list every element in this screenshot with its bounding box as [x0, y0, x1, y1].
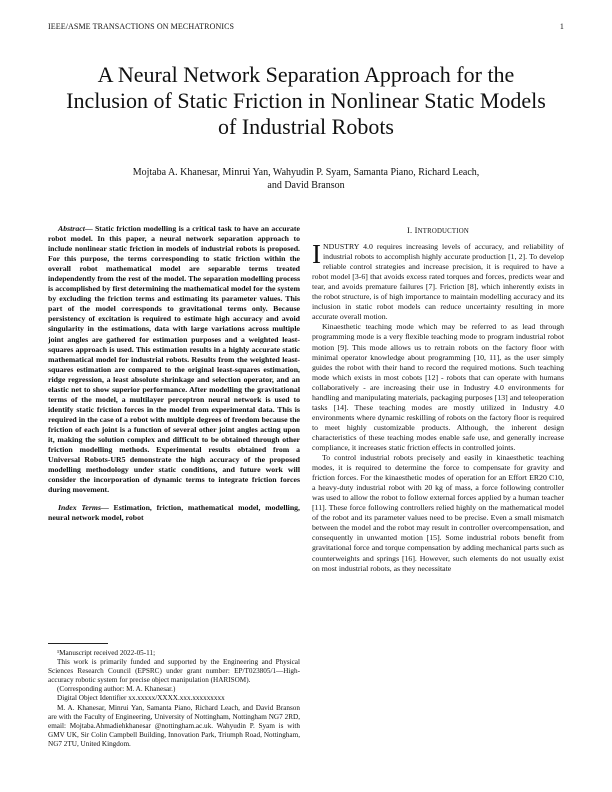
footnote-affiliations: M. A. Khanesar, Minrui Yan, Samanta Piano, Richard Leach, and David Branson are with the Faculty of Engineering, University of Nottingham, Nottingham NG7 2RD, email: Mojtaba.Ahmadiehkhanesar @nottingham.ac.uk. Wahyudin P. Syam is with GMV UK, Sir Colin Campbell Building, Innovation Park, Triumph Road, Nottingham, NG7 2TU, United Kingdom.: [48, 703, 300, 748]
index-terms-text: — Estimation, friction, mathematical model, modelling, neural network model, robot: [48, 503, 300, 523]
intro-paragraph-2: Kinaesthetic teaching mode which may be referred to as lead through programming mode is a very flexible teaching mode to program industrial robot motion [9]. This mode allows us to retrain robots on the factory floor with minimal operator knowledge about programming [10, 11], as the user simply guides the robot with their hand to record the required motions. Such teaching mode which exists in most cobots [12] - robots that can operate with humans collaboratively - are increasing their use in Industry 4.0 environments for handling and manipulating materials, packaging purposes [13] and teleoperation tasks [14]. These teaching modes are mostly utilized in Industry 4.0 environments where dynamic reskilling of robots on the factory floor is required to meet highly customizable products. Although, the inherent design characteristics of these teaching modes enable safe use, and generally increase compliance, it increases static friction effects in controlled joints.: [312, 322, 564, 452]
right-column: [312, 226, 564, 574]
footnote: [48, 649, 300, 749]
page-number: 1: [559, 22, 564, 31]
journal-name: IEEE/ASME TRANSACTIONS ON MECHATRONICS: [48, 22, 235, 31]
abstract-label: Abstract: [58, 224, 85, 233]
author-line-2: and David Branson: [267, 180, 345, 191]
author-line-1: Mojtaba A. Khanesar, Minrui Yan, Wahyudin P. Syam, Samanta Piano, Richard Leach,: [132, 167, 480, 178]
abstract: [48, 224, 300, 495]
section-numeral: I.: [407, 226, 413, 235]
abstract-text: — Static friction modelling is a critical task to have an accurate robot model. In this paper, a neural network separation approach to include nonlinear static friction in models of industrial robots is proposed. For this purpose, the terms corresponding to static friction within the overall robot mathematical model are separable terms treated independently from the rest of the model. The separation modelling process is accomplished by first determining the mathematical model for the system by excluding the friction terms and estimating its parameter values. This part of the model corresponds to gravitational terms only. Because persistency of excitation is required to estimate high accuracy and avoid singularity in the estimations, data with large variations across multiple joint angles are gathered for estimation purposes and a weighted least-squares approach is used. This estimation results in a highly accurate static mathematical model for industrial robots. Results from the weighted least-squares estimation are compared to the original least-squares estimation, ridge regression, a least absolute shrinkage and selection operator, and an elastic net to show superior performance. After modelling the gravitational terms of the model, a multilayer perceptron neural network is used to identify static friction forces in the model from experimental data. This is required in the case of a robot with multiple degrees of freedom because the friction of each joint is a function of several other joint angles acting upon it, making the solution complex and difficult to be obtained through other friction modelling methods. Experimental results obtained from a Universal Robots-UR5 demonstrate the high accuracy of the proposed modelling methodology under static conditions, and future work will consider the incorporation of dynamic terms to integrate friction forces during movement.: [48, 224, 300, 495]
drop-cap: I: [312, 239, 321, 270]
section-heading: [312, 226, 564, 237]
left-column: [48, 224, 300, 523]
intro-paragraph-3: To control industrial robots precisely and easily in kinaesthetic teaching modes, it is required to determine the force to compensate for gravity and friction forces. For the kinaesthetic modes of operation for an Effort ER20 C10, a heavy-duty industrial robot with 20 kg of mass, a force following controller was used to allow the robot to follow external forces applied by a human teacher [11]. These force following controllers relied highly on the mathematical model of the robot and its parameter values need to be precise. Even a small mismatch between the model and the robot may result in controller overcompensation, and consequently in unwanted motion [15]. Some industrial robots benefit from gravitational force and torque compensation by adding mechanical parts such as counterweights and springs [16]. However, such elements do not usually exist on most industrial robots, as they necessitate: [312, 453, 564, 573]
footnote-received: ¹Manuscript received 2022-05-11;: [57, 649, 156, 657]
footnote-doi: Digital Object Identifier xx.xxxxx/XXXX.xxx.xxxxxxxxx: [57, 694, 225, 703]
index-terms-label: Index Terms: [58, 503, 101, 513]
paper-title: A Neural Network Separation Approach for the Inclusion of Static Friction in Nonlinear Static Models of Industrial Robots: [66, 62, 546, 139]
intro-paragraph-1-text: NDUSTRY 4.0 requires increasing levels of accuracy, and reliability of industrial robots to accomplish highly accurate production [1, 2]. To develop reliable control strategies and increase precision, it is required to have a robot model [3-6] that avoids excess rated torques and forces, predicts wear and tear, and avoids premature failures [7]. Friction [8], which inherently exists in the robot structure, is of high importance to maintain modelling accuracy and its inclusion in static robot models can reduce uncertainty resulting in more accurate overall motion.: [312, 242, 564, 322]
footnote-funding: This work is primarily funded and supported by the Engineering and Physical Sciences Research Council (EPSRC) under grant number: EP/T023805/1—High-accuracy robotic system for precise object manipulation (HARISOM).: [48, 658, 300, 685]
index-terms: [48, 503, 300, 523]
running-head: [48, 22, 564, 31]
author-list: [96, 166, 516, 192]
section-title-initial: I: [414, 226, 418, 235]
section-title-rest: NTRODUCTION: [417, 228, 469, 235]
intro-paragraph-1: [312, 239, 564, 322]
footnote-corresponding: (Corresponding author: M. A. Khanesar.): [57, 685, 176, 694]
footnote-rule: [48, 643, 108, 644]
